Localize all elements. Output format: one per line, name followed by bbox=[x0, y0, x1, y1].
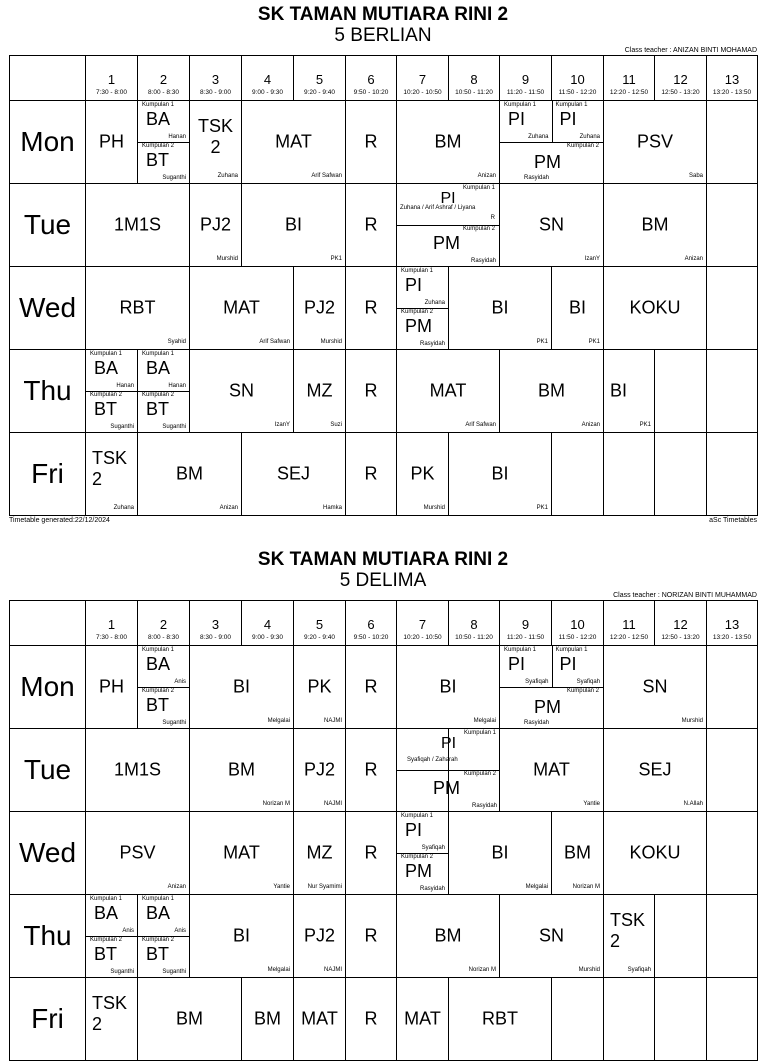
lesson-cell: BI PK1 bbox=[552, 267, 604, 350]
lesson-cell: BM Anizan bbox=[138, 433, 242, 516]
lesson-cell: KOKU bbox=[604, 812, 707, 895]
empty-cell bbox=[655, 350, 707, 433]
class-name: 5 BERLIAN bbox=[334, 25, 432, 46]
lesson-cell: SN Murshid bbox=[604, 646, 707, 729]
day-label: Wed bbox=[10, 812, 86, 895]
day-row-tue bbox=[10, 729, 758, 812]
lesson-cell: TSK 2 Zuhana bbox=[86, 433, 138, 516]
lesson-cell: SN IzanY bbox=[500, 184, 604, 267]
period-header: 13 13:20 - 13:50 bbox=[707, 601, 758, 646]
lesson-cell: MAT Arif Safwan bbox=[190, 267, 294, 350]
period-header-row bbox=[10, 56, 758, 101]
period-header: 4 9:00 - 9:30 bbox=[242, 601, 294, 646]
lesson-cell: R bbox=[346, 729, 397, 812]
timetable-grid bbox=[9, 55, 758, 516]
lesson-cell: R bbox=[346, 978, 397, 1061]
period-header: 6 9:50 - 10:20 bbox=[346, 601, 397, 646]
empty-cell bbox=[655, 978, 707, 1061]
lesson-cell: MZ Suzi bbox=[294, 350, 346, 433]
lesson-cell-split: Kumpulan 1 BA Hanan Kumpulan 2 BT Suganthi bbox=[138, 101, 190, 184]
empty-cell bbox=[707, 812, 758, 895]
day-label: Thu bbox=[10, 350, 86, 433]
day-label: Thu bbox=[10, 895, 86, 978]
lesson-cell: BM Norizan M bbox=[190, 729, 294, 812]
empty-cell bbox=[707, 895, 758, 978]
lesson-cell: PSV Anizan bbox=[86, 812, 190, 895]
day-row-mon bbox=[10, 101, 758, 184]
lesson-cell: TSK 2 Syafiqah bbox=[604, 895, 655, 978]
empty-cell bbox=[707, 267, 758, 350]
period-header: 10 11:50 - 12:20 bbox=[552, 56, 604, 101]
day-row-thu bbox=[10, 350, 758, 433]
lesson-cell: KOKU bbox=[604, 267, 707, 350]
lesson-cell: MAT bbox=[294, 978, 346, 1061]
empty-cell bbox=[707, 101, 758, 184]
day-row-fri bbox=[10, 433, 758, 516]
lesson-cell-split: Kumpulan 1 PI Syafiqah / Zaharah Kumpulan 2 PM Rasyidah bbox=[397, 729, 449, 812]
lesson-cell: SN IzanY bbox=[190, 350, 294, 433]
lesson-cell: PJ2 NAJMI bbox=[294, 895, 346, 978]
period-header: 12 12:50 - 13:20 bbox=[655, 56, 707, 101]
period-header: 4 9:00 - 9:30 bbox=[242, 56, 294, 101]
day-row-thu bbox=[10, 895, 758, 978]
timetable-grid bbox=[9, 600, 758, 1061]
lesson-cell: BM Anizan bbox=[500, 350, 604, 433]
period-header: 6 9:50 - 10:20 bbox=[346, 56, 397, 101]
lesson-cell: R bbox=[346, 350, 397, 433]
period-header: 13 13:20 - 13:50 bbox=[707, 56, 758, 101]
day-label: Fri bbox=[10, 433, 86, 516]
school-name: SK TAMAN MUTIARA RINI 2 bbox=[257, 4, 509, 25]
corner-cell bbox=[10, 56, 86, 101]
empty-cell bbox=[604, 978, 655, 1061]
footer bbox=[9, 516, 757, 526]
lesson-cell: PSV Saba bbox=[604, 101, 707, 184]
lesson-cell-split: Kumpulan 1 BA Anis Kumpulan 2 BT Suganthi bbox=[86, 895, 138, 978]
lesson-cell: 1M1S bbox=[86, 184, 190, 267]
day-label: Mon bbox=[10, 101, 86, 184]
empty-cell bbox=[707, 433, 758, 516]
lesson-cell: MAT Arif Safwan bbox=[397, 350, 500, 433]
period-header: 10 11:50 - 12:20 bbox=[552, 601, 604, 646]
period-header: 9 11:20 - 11:50 bbox=[500, 56, 552, 101]
brand-label: aSc Timetables bbox=[709, 517, 757, 524]
class-teacher: Class teacher : NORIZAN BINTI MUHAMMAD bbox=[613, 592, 757, 599]
day-label: Tue bbox=[10, 184, 86, 267]
school-name: SK TAMAN MUTIARA RINI 2 bbox=[257, 549, 509, 570]
lesson-cell: BI PK1 bbox=[449, 433, 552, 516]
period-header: 1 7:30 - 8:00 bbox=[86, 56, 138, 101]
lesson-cell: SEJ N.Allah bbox=[604, 729, 707, 812]
lesson-cell: BI Melgalai bbox=[397, 646, 500, 729]
period-header: 8 10:50 - 11:20 bbox=[449, 601, 500, 646]
lesson-cell: MAT Yantie bbox=[500, 729, 604, 812]
empty-cell bbox=[707, 184, 758, 267]
empty-cell bbox=[655, 895, 707, 978]
period-header: 8 10:50 - 11:20 bbox=[449, 56, 500, 101]
lesson-cell: MAT Arif Safwan bbox=[242, 101, 346, 184]
lesson-cell: BI Melgalai bbox=[190, 646, 294, 729]
lesson-cell: BM bbox=[138, 978, 242, 1061]
lesson-cell-split: Kumpulan 1 BA Hanan Kumpulan 2 BT Suganthi bbox=[138, 350, 190, 433]
period-header: 2 8:00 - 8:30 bbox=[138, 56, 190, 101]
period-header: 7 10:20 - 10:50 bbox=[397, 601, 449, 646]
period-header: 5 9:20 - 9:40 bbox=[294, 56, 346, 101]
timetable-5-delima bbox=[9, 545, 757, 1061]
day-row-wed bbox=[10, 812, 758, 895]
lesson-cell: RBT bbox=[449, 978, 552, 1061]
class-teacher: Class teacher : ANIZAN BINTI MOHAMAD bbox=[624, 47, 757, 54]
period-header: 1 7:30 - 8:00 bbox=[86, 601, 138, 646]
lesson-cell: BM Norizan M bbox=[397, 895, 500, 978]
lesson-cell: TSK 2 Zuhana bbox=[190, 101, 242, 184]
lesson-cell: TSK 2 bbox=[86, 978, 138, 1061]
lesson-cell: BM Anizan bbox=[397, 101, 500, 184]
lesson-cell: BI PK1 bbox=[449, 267, 552, 350]
lesson-cell-split: Kumpulan 1 PI Syafiqah Kumpulan 1 PI Syafiqah Kumpulan 2 PM Rasyidah bbox=[500, 646, 604, 729]
day-label: Fri bbox=[10, 978, 86, 1061]
lesson-cell: PJ2 Murshid bbox=[294, 267, 346, 350]
day-row-mon bbox=[10, 646, 758, 729]
lesson-cell: R bbox=[346, 101, 397, 184]
period-header-row bbox=[10, 601, 758, 646]
lesson-cell: BI Melgalai bbox=[449, 812, 552, 895]
lesson-cell: PJ2 NAJMI bbox=[294, 729, 346, 812]
lesson-cell: RBT Syahid bbox=[86, 267, 190, 350]
lesson-cell: BM Anizan bbox=[604, 184, 707, 267]
corner-cell bbox=[10, 601, 86, 646]
lesson-cell: MAT Yantie bbox=[190, 812, 294, 895]
class-name: 5 DELIMA bbox=[339, 570, 427, 591]
empty-cell bbox=[707, 350, 758, 433]
lesson-cell: R bbox=[346, 895, 397, 978]
lesson-cell: BI PK1 bbox=[242, 184, 346, 267]
timetable-5-berlian bbox=[9, 0, 757, 526]
period-header: 5 9:20 - 9:40 bbox=[294, 601, 346, 646]
lesson-cell: BM bbox=[242, 978, 294, 1061]
lesson-cell: R bbox=[346, 433, 397, 516]
lesson-cell: PJ2 Murshid bbox=[190, 184, 242, 267]
lesson-cell: BI PK1 bbox=[604, 350, 655, 433]
period-header: 3 8:30 - 9:00 bbox=[190, 56, 242, 101]
lesson-cell-split: Kumpulan 1 BA Hanan Kumpulan 2 BT Suganthi bbox=[86, 350, 138, 433]
lesson-cell: BM Norizan M bbox=[552, 812, 604, 895]
lesson-cell: PH bbox=[86, 101, 138, 184]
lesson-cell: R bbox=[346, 812, 397, 895]
lesson-cell-split: Kumpulan 1 BA Anis Kumpulan 2 BT Suganthi bbox=[138, 895, 190, 978]
lesson-cell: R bbox=[346, 184, 397, 267]
day-row-tue bbox=[10, 184, 758, 267]
empty-cell bbox=[707, 729, 758, 812]
period-header: 3 8:30 - 9:00 bbox=[190, 601, 242, 646]
lesson-cell: 1M1S bbox=[86, 729, 190, 812]
lesson-cell: SEJ Hamka bbox=[242, 433, 346, 516]
empty-cell bbox=[604, 433, 655, 516]
day-row-fri bbox=[10, 978, 758, 1061]
period-header: 12 12:50 - 13:20 bbox=[655, 601, 707, 646]
day-label: Tue bbox=[10, 729, 86, 812]
day-row-wed bbox=[10, 267, 758, 350]
empty-cell bbox=[552, 978, 604, 1061]
empty-cell bbox=[655, 433, 707, 516]
period-header: 2 8:00 - 8:30 bbox=[138, 601, 190, 646]
lesson-cell: BI Melgalai bbox=[190, 895, 294, 978]
period-header: 11 12:20 - 12:50 bbox=[604, 601, 655, 646]
lesson-cell-split: Kumpulan 1 PI Syafiqah Kumpulan 2 PM Rasyidah bbox=[397, 812, 449, 895]
empty-cell bbox=[552, 433, 604, 516]
lesson-cell: MZ Nur Syamimi bbox=[294, 812, 346, 895]
lesson-cell: R bbox=[346, 646, 397, 729]
lesson-cell-continued bbox=[449, 729, 500, 812]
lesson-cell: PK Murshid bbox=[397, 433, 449, 516]
period-header: 9 11:20 - 11:50 bbox=[500, 601, 552, 646]
empty-cell bbox=[707, 978, 758, 1061]
generated-date: Timetable generated:22/12/2024 bbox=[9, 517, 110, 524]
period-header: 7 10:20 - 10:50 bbox=[397, 56, 449, 101]
lesson-cell: MAT bbox=[397, 978, 449, 1061]
lesson-cell: R bbox=[346, 267, 397, 350]
lesson-cell: PH bbox=[86, 646, 138, 729]
lesson-cell: SN Murshid bbox=[500, 895, 604, 978]
lesson-cell-split: Kumpulan 1 PI Zuhana / Arif Ashraf / Liyana R Kumpulan 2 PM Rasyidah bbox=[397, 184, 500, 267]
lesson-cell-split: Kumpulan 1 BA Anis Kumpulan 2 BT Suganthi bbox=[138, 646, 190, 729]
lesson-cell-split: Kumpulan 1 PI Zuhana Kumpulan 2 PM Rasyidah bbox=[397, 267, 449, 350]
lesson-cell-split: Kumpulan 1 PI Zuhana Kumpulan 1 PI Zuhana Kumpulan 2 PM Rasyidah bbox=[500, 101, 604, 184]
lesson-cell: PK NAJMI bbox=[294, 646, 346, 729]
empty-cell bbox=[707, 646, 758, 729]
day-label: Mon bbox=[10, 646, 86, 729]
day-label: Wed bbox=[10, 267, 86, 350]
period-header: 11 12:20 - 12:50 bbox=[604, 56, 655, 101]
